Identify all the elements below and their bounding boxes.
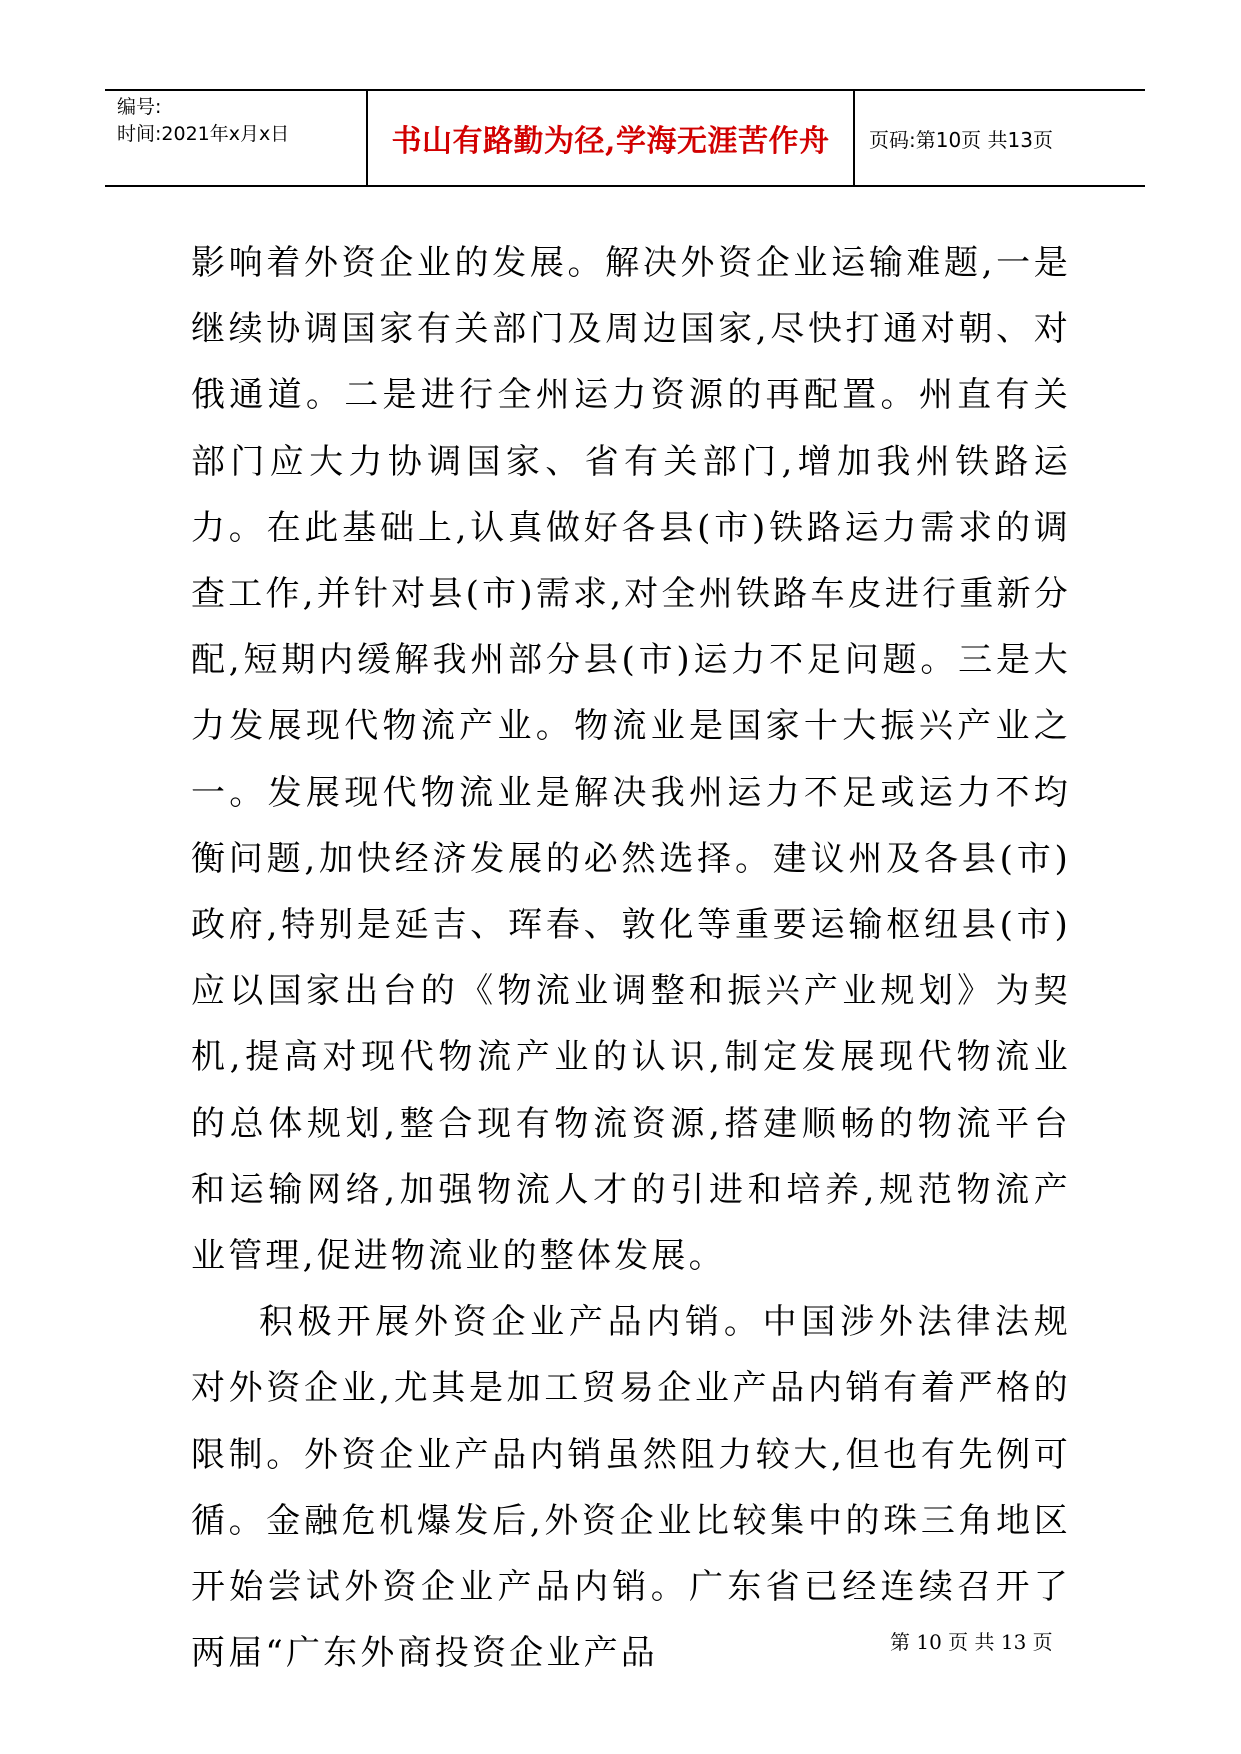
document-time-label: 时间:2021年x月x日 (117, 123, 290, 145)
header-motto: 书山有路勤为径,学海无涯苦作舟 (368, 91, 855, 185)
paragraph-domestic-sales: 积极开展外资企业产品内销。中国涉外法律法规对外资企业,尤其是加工贸易企业产品内销有着严格的限制。外资企业产品内销虽然阻力较大,但也有先例可循。金融危机爆发后,外资企业比较集中的珠三角地区开始尝试外资企业产品内销。广东省已经连续召开了两届“广东外商投资企业产品 (191, 1302, 1071, 1674)
page-footer: 第 10 页 共 13 页 (890, 1630, 1053, 1654)
header-page-code: 页码:第10页 共13页 (869, 127, 1053, 152)
paragraph-continued: 影响着外资企业的发展。解决外资企业运输难题,一是继续协调国家有关部门及周边国家,尽快打通对朝、对俄通道。二是进行全州运力资源的再配置。州直有关部门应大力协调国家、省有关部门,增加我州铁路运力。在此基础上,认真做好各县(市)铁路运力需求的调查工作,并针对县(市)需求,对全州铁路车皮进行重新分配,短期内缓解我州部分县(市)运力不足问题。三是大力发展现代物流产业。物流业是国家十大振兴产业之一。发展现代物流业是解决我州运力不足或运力不均衡问题,加快经济发展的必然选择。建议州及各县(市)政府,特别是延吉、珲春、敦化等重要运输枢纽县(市)应以国家出台的《物流业调整和振兴产业规划》为契机,提高对现代物流产业的认识,制定发展现代物流业的总体规划,整合现有物流资源,搭建顺畅的物流平台和运输网络,加强物流人才的引进和培养,规范物流产业管理,促进物流业的整体发展。 (191, 243, 1071, 1277)
document-body (191, 230, 1071, 1686)
header-meta (105, 91, 368, 185)
page-header (105, 89, 1145, 187)
document-number-label: 编号: (117, 96, 162, 118)
